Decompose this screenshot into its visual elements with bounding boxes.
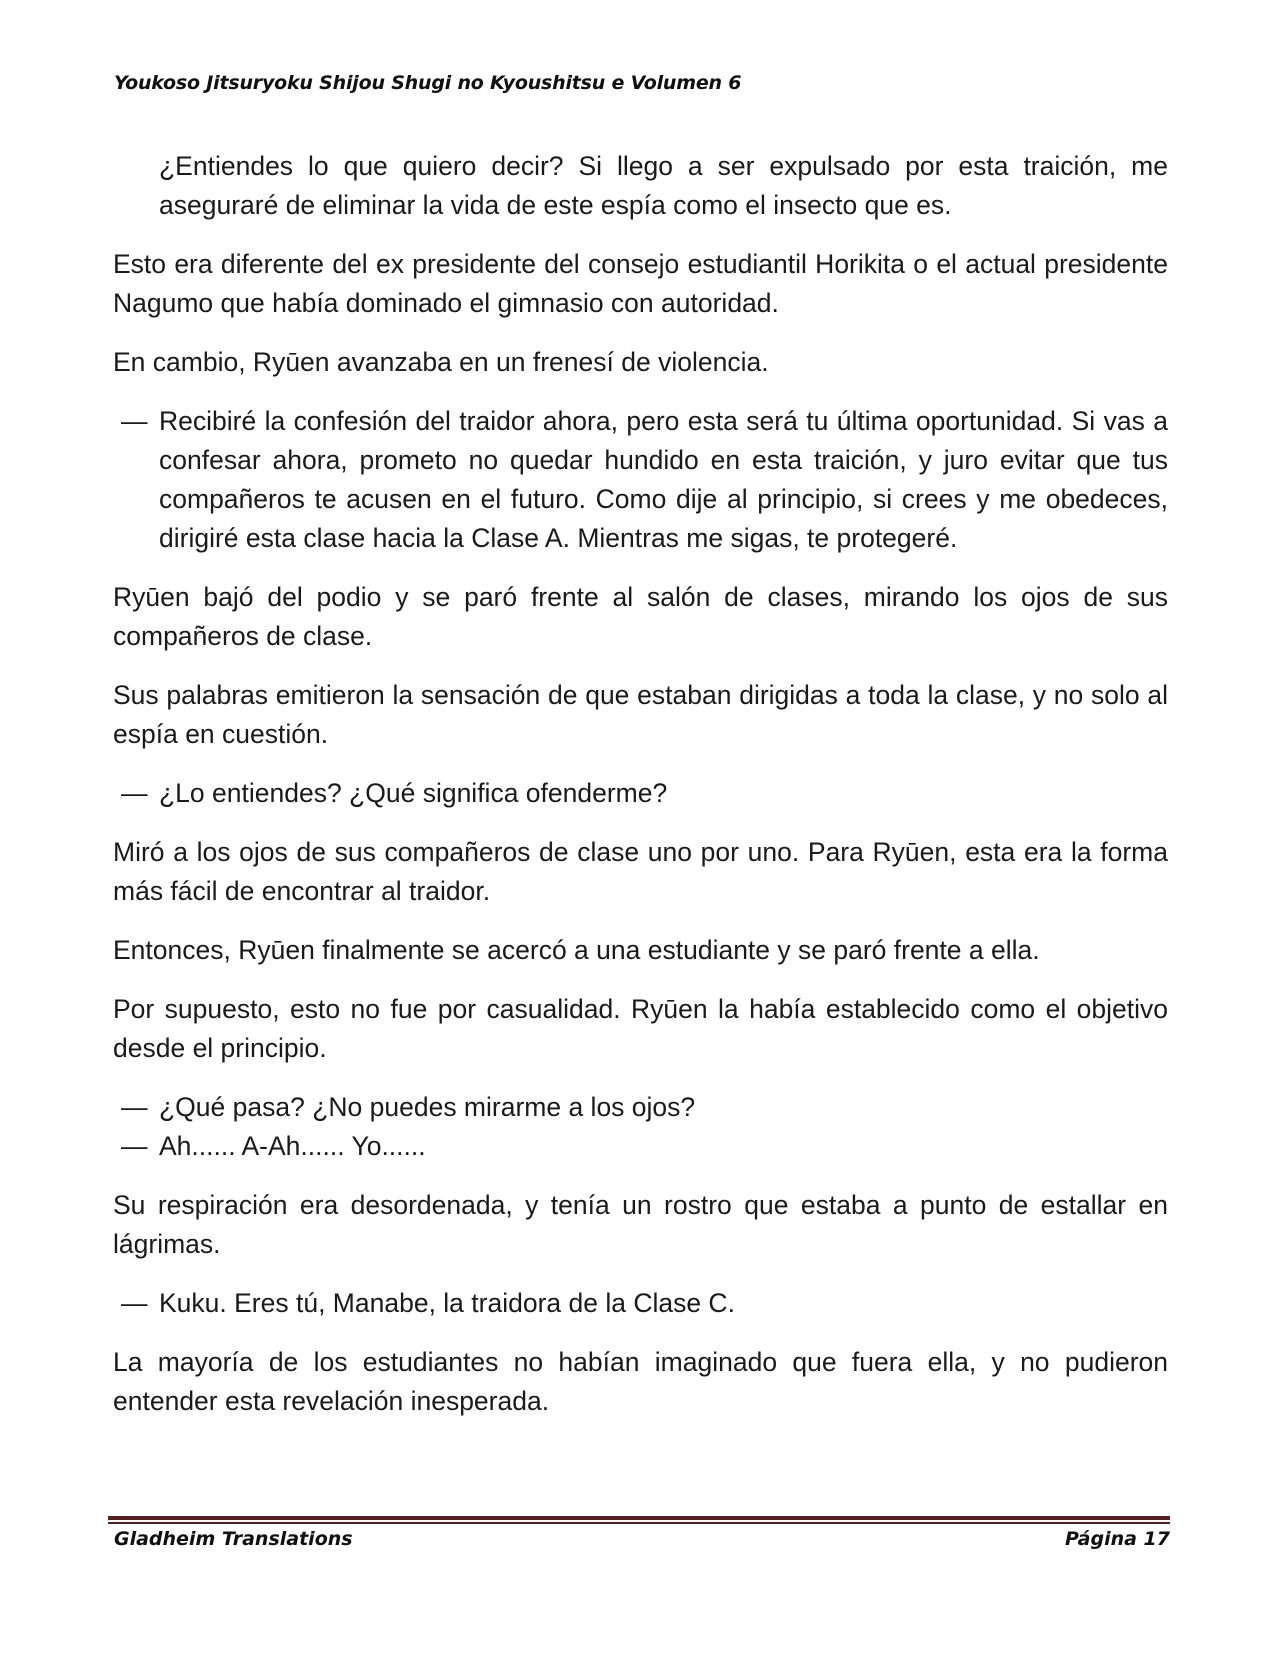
dialogue-line [113,774,1168,813]
dialogue-line [113,1127,1168,1166]
dialogue-text: Ah...... A-Ah...... Yo...... [159,1131,426,1161]
page-header-title: Youkoso Jitsuryoku Shijou Shugi no Kyoushitsu e Volumen 6 [114,72,742,94]
dialogue-line [113,402,1168,558]
quote-paragraph: ¿Entiendes lo que quiero decir? Si llego a ser expulsado por esta traición, me aseguraré de eliminar la vida de este espía como el insecto que es. [159,151,1168,220]
dialogue-line [113,1088,1168,1127]
footer-divider-thick [108,1516,1170,1520]
paragraph: La mayoría de los estudiantes no habían imaginado que fuera ella, y no pudieron entender esta revelación inesperada. [113,1347,1168,1416]
page-body [113,147,1168,1441]
paragraph: En cambio, Ryūen avanzaba en un frenesí de violencia. [113,347,769,377]
dialogue-text: Kuku. Eres tú, Manabe, la traidora de la Clase C. [159,1288,735,1318]
footer-divider [108,1516,1170,1524]
dialogue-dash: — [121,1288,148,1318]
dialogue-line [113,1284,1168,1323]
dialogue-dash: — [121,1092,148,1122]
dialogue-dash: — [121,778,148,808]
paragraph: Su respiración era desordenada, y tenía un rostro que estaba a punto de estallar en lágrimas. [113,1190,1168,1259]
paragraph: Esto era diferente del ex presidente del consejo estudiantil Horikita o el actual presidente Nagumo que había dominado el gimnasio con autoridad. [113,249,1168,318]
footer-divider-thin [108,1522,1170,1524]
paragraph: Entonces, Ryūen finalmente se acercó a una estudiante y se paró frente a ella. [113,935,1040,965]
dialogue-text: ¿Qué pasa? ¿No puedes mirarme a los ojos? [159,1092,696,1122]
paragraph: Ryūen bajó del podio y se paró frente al salón de clases, mirando los ojos de sus compañeros de clase. [113,582,1168,651]
dialogue-dash: — [121,406,148,436]
paragraph: Miró a los ojos de sus compañeros de clase uno por uno. Para Ryūen, esta era la forma más fácil de encontrar al traidor. [113,837,1168,906]
dialogue-dash: — [121,1131,148,1161]
footer-page-number: Página 17 [1064,1528,1170,1550]
paragraph: Sus palabras emitieron la sensación de que estaban dirigidas a toda la clase, y no solo al espía en cuestión. [113,680,1168,749]
dialogue-group [113,1088,1168,1166]
dialogue-text: ¿Lo entiendes? ¿Qué significa ofenderme? [159,778,668,808]
dialogue-text: Recibiré la confesión del traidor ahora, pero esta será tu última oportunidad. Si vas a confesar ahora, prometo no quedar hundido en esta traición, y juro evitar que tus compañeros te acusen en el futuro. Como dije al principio, si crees y me obedeces, dirigiré esta clase hacia la Clase A. Mientras me sigas, te protegeré. [159,406,1168,553]
paragraph: Por supuesto, esto no fue por casualidad. Ryūen la había establecido como el objetivo desde el principio. [113,994,1168,1063]
footer-translator: Gladheim Translations [114,1528,353,1550]
